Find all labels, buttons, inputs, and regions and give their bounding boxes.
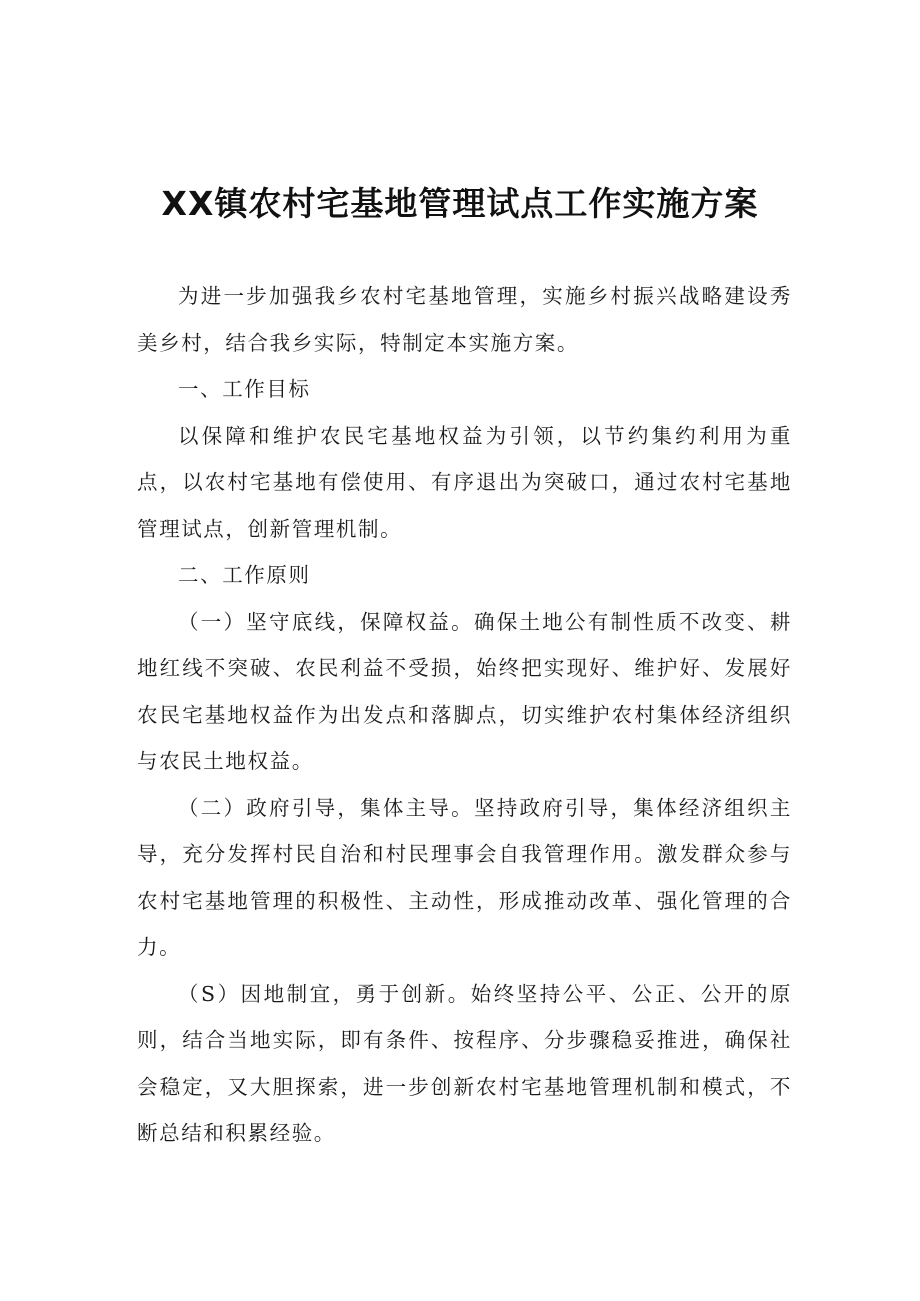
document-title: XX镇农村宅基地管理试点工作实施方案 <box>161 184 759 223</box>
principle-3-paragraph: （S）因地制宜，勇于创新。始终坚持公平、公正、公开的原则，结合当地实际，即有条件、按程序、分步骤稳妥推进，确保社会稳定，又大胆探索，进一步创新农村宅基地管理机制和模式，不断总结和积累经验。 <box>137 981 792 1145</box>
goals-paragraph: 以保障和维护农民宅基地权益为引领，以节约集约利用为重点，以农村宅基地有偿使用、有序退出为突破口，通过农村宅基地管理试点，创新管理机制。 <box>137 423 792 541</box>
principle-2-paragraph: （二）政府引导，集体主导。坚持政府引导，集体经济组织主导，充分发挥村民自治和村民理事会自我管理作用。激发群众参与农村宅基地管理的积极性、主动性，形成推动改革、强化管理的合力。 <box>137 795 792 959</box>
section-heading-goals: 一、工作目标 <box>178 377 311 401</box>
principle-1-paragraph: （一）坚守底线，保障权益。确保土地公有制性质不改变、耕地红线不突破、农民利益不受损，始终把实现好、维护好、发展好农民宅基地权益作为出发点和落脚点，切实维护农村集体经济组织与农民土地权益。 <box>137 609 792 773</box>
intro-paragraph: 为进一步加强我乡农村宅基地管理，实施乡村振兴战略建设秀美乡村，结合我乡实际，特制定本实施方案。 <box>137 284 792 355</box>
section-heading-principles: 二、工作原则 <box>178 563 311 587</box>
document-body <box>137 273 792 1157</box>
